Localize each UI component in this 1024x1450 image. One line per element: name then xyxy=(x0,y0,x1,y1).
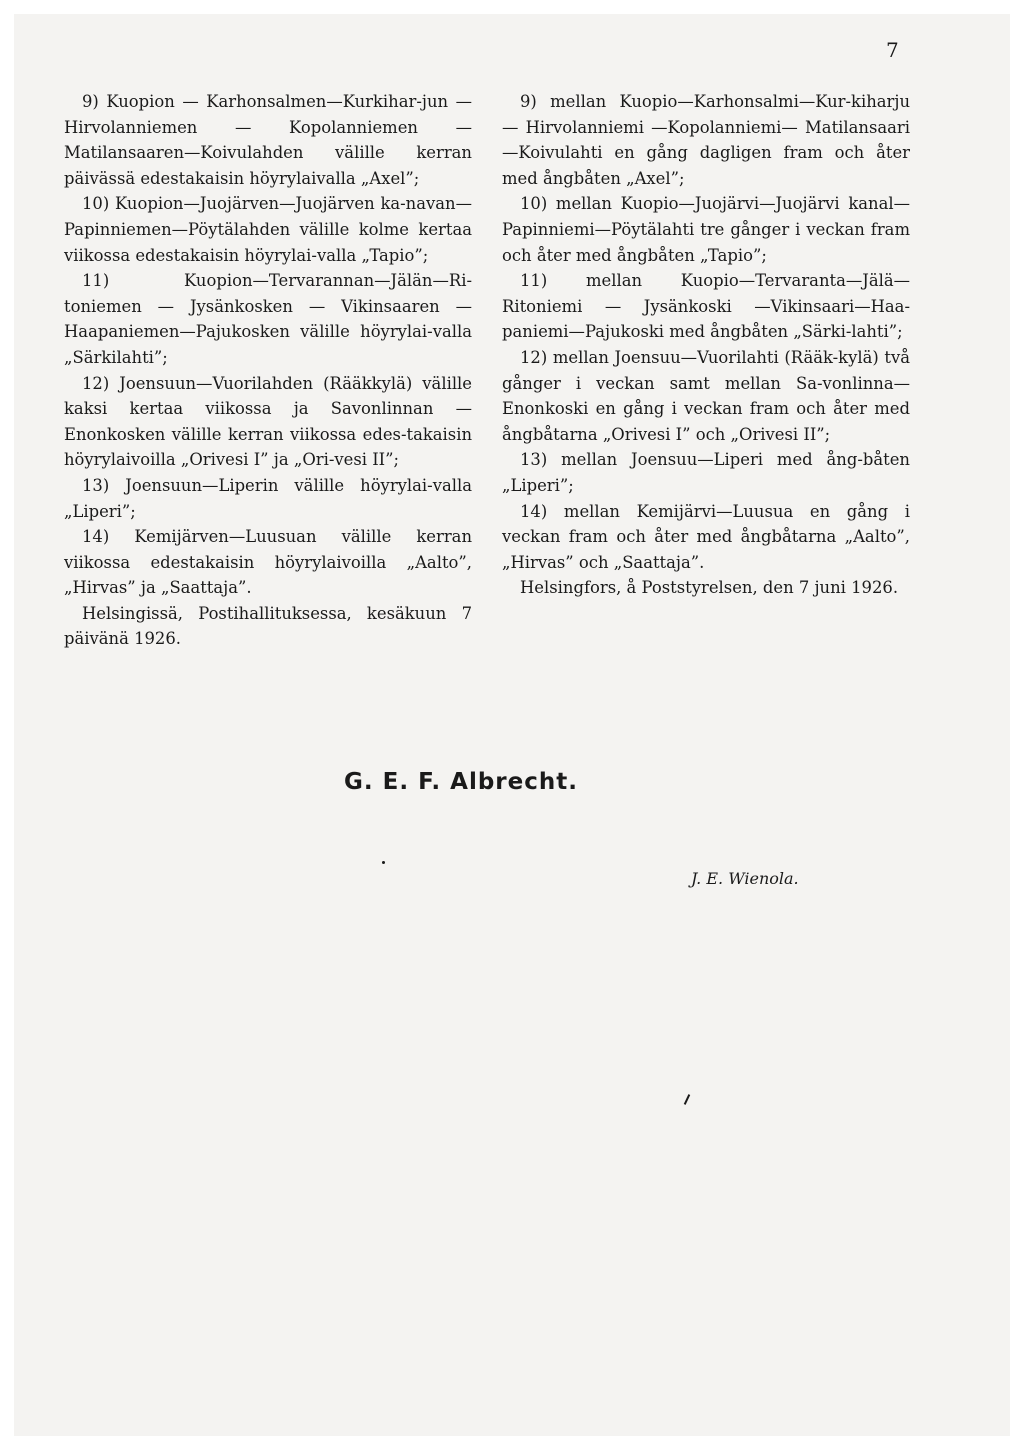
fi-paragraph-11: 11) Kuopion—Tervarannan—Jälän—Ri-toniemen — Jysänkosken — Vikinsaaren — Haapaniemen—Pajukosken välille höyrylai-valla „Särkilahti”; xyxy=(64,271,472,367)
sv-paragraph-10: 10) mellan Kuopio—Juojärvi—Juojärvi kanal—Papinniemi—Pöytälahti tre gånger i veckan fram och åter med ångbåten „Tapio”; xyxy=(502,194,910,265)
fi-paragraph-12: 12) Joensuun—Vuorilahden (Rääkkylä) välille kaksi kertaa viikossa ja Savonlinnan —Enonkosken välille kerran viikossa edes-takaisin höyrylaivoilla „Orivesi I” ja „Ori-vesi II”; xyxy=(64,373,472,470)
countersignature: J. E. Wienola. xyxy=(691,869,799,888)
sv-paragraph-9: 9) mellan Kuopio—Karhonsalmi—Kur-kiharju — Hirvolanniemi —Kopolanniemi— Matilansaari—Koivulahti en gång dagligen fram och åter med ångbåten „Axel”; xyxy=(502,92,910,188)
sv-paragraph-14: 14) mellan Kemijärvi—Luusua en gång i veckan fram och åter med ångbåtarna „Aalto”, „Hirvas” och „Saattaja”. xyxy=(502,501,910,572)
swedish-column xyxy=(502,89,910,601)
sv-dateline: Helsingfors, å Poststyrelsen, den 7 juni 1926. xyxy=(520,578,899,598)
fi-paragraph-13: 13) Joensuun—Liperin välille höyrylai-valla „Liperi”; xyxy=(64,475,472,521)
document-page xyxy=(14,14,1010,1436)
fi-paragraph-14: 14) Kemijärven—Luusuan välille kerran viikossa edestakaisin höyrylaivoilla „Aalto”, „Hirvas” ja „Saattaja”. xyxy=(64,527,472,598)
sv-paragraph-13: 13) mellan Joensuu—Liperi med ång-båten „Liperi”; xyxy=(502,450,910,495)
sv-paragraph-12: 12) mellan Joensuu—Vuorilahti (Rääk-kylä) två gånger i veckan samt mellan Sa-vonlinna—Enonkoski en gång i veckan fram och åter med ångbåtarna „Orivesi I” och „Orivesi II”; xyxy=(502,347,910,444)
fi-dateline: Helsingissä, Postihallituksessa, kesäkuun 7 päivänä 1926. xyxy=(64,603,472,649)
ink-slash-mark xyxy=(684,1094,690,1105)
ink-speck xyxy=(382,861,385,864)
sv-paragraph-11: 11) mellan Kuopio—Tervaranta—Jälä—Ritoniemi — Jysänkoski —Vikinsaari—Haa-paniemi—Pajukoski med ångbåten „Särki-lahti”; xyxy=(502,271,910,342)
fi-paragraph-9: 9) Kuopion — Karhonsalmen—Kurkihar-jun — Hirvolanniemen — Kopolanniemen — Matilansaaren—Koivulahden välille kerran päivässä edestakaisin höyrylaivalla „Axel”; xyxy=(64,92,472,188)
page-number: 7 xyxy=(886,38,900,62)
signature: G. E. F. Albrecht. xyxy=(344,769,578,795)
fi-paragraph-10: 10) Kuopion—Juojärven—Juojärven ka-navan—Papinniemen—Pöytälahden välille kolme kertaa viikossa edestakaisin höyrylai-valla „Tapio”; xyxy=(64,194,472,265)
finnish-column xyxy=(64,89,472,652)
